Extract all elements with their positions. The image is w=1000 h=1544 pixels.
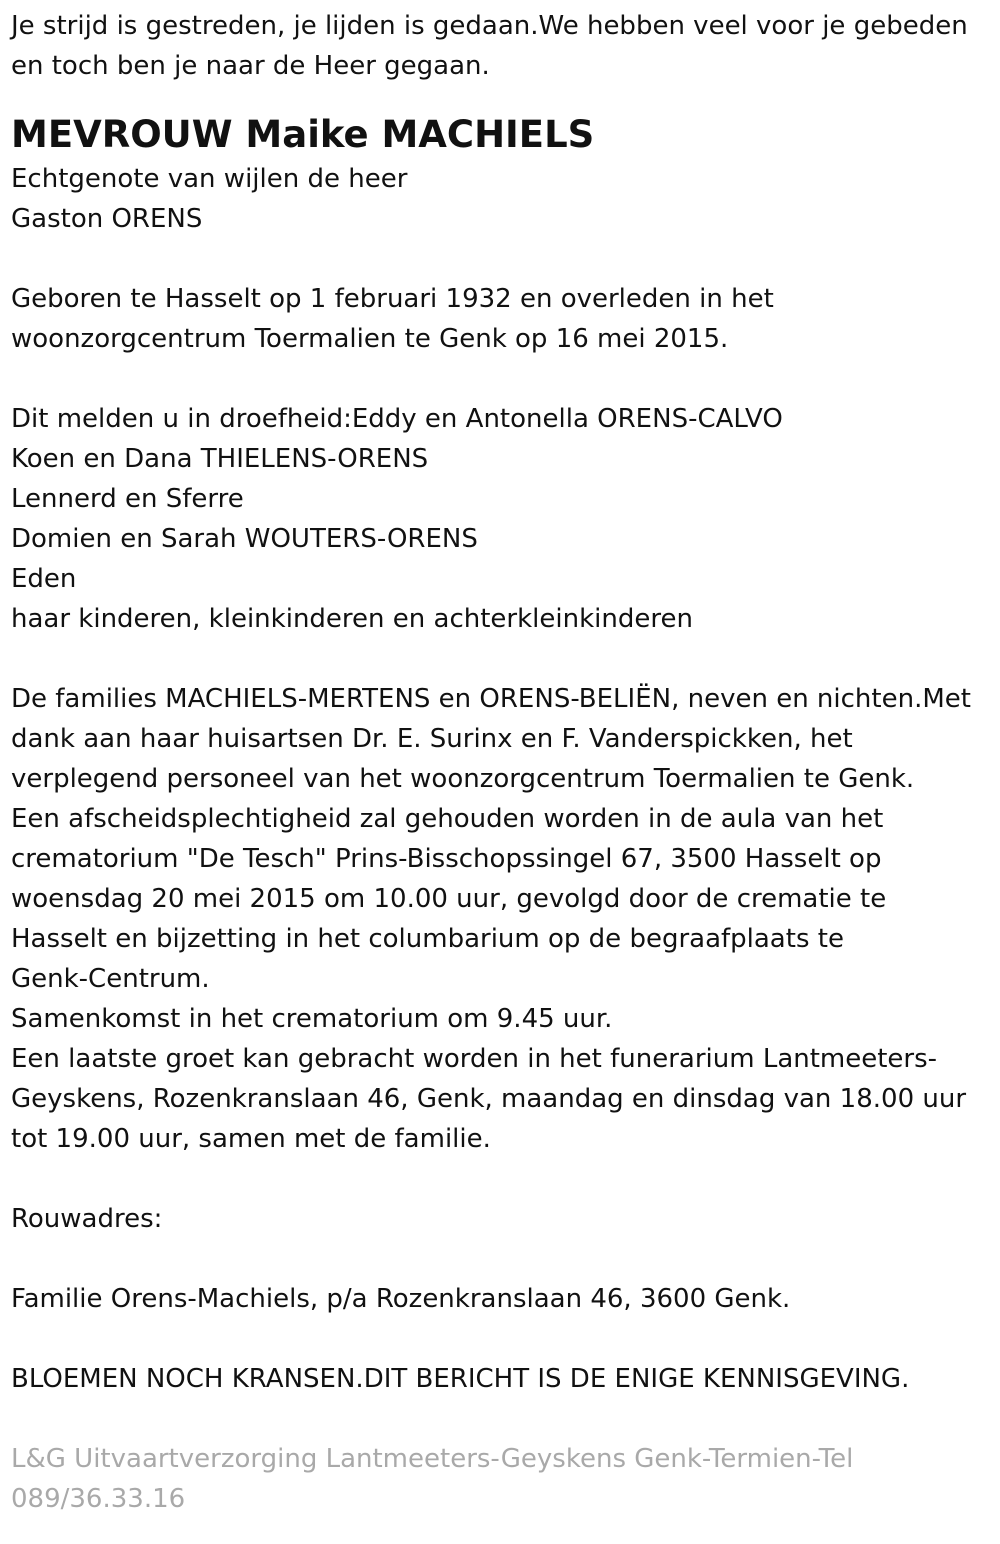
- details-line: woensdag 20 mei 2015 om 10.00 uur, gevolgd door de crematie te: [11, 884, 887, 914]
- birth-death-line: woonzorgcentrum Toermalien te Genk op 16 mei 2015.: [11, 324, 729, 354]
- footer-line: L&G Uitvaartverzorging Lantmeeters-Geyskens Genk-Termien-Tel: [11, 1444, 854, 1474]
- mourner-line: Lennerd en Sferre: [11, 484, 244, 514]
- footer-line: 089/36.33.16: [11, 1484, 186, 1514]
- details-line: tot 19.00 uur, samen met de familie.: [11, 1124, 491, 1154]
- details-line: Hasselt en bijzetting in het columbarium op de begraafplaats te: [11, 924, 844, 954]
- verse-line: en toch ben je naar de Heer gegaan.: [11, 51, 490, 81]
- details-line: verplegend personeel van het woonzorgcentrum Toermalien te Genk.: [11, 764, 915, 794]
- mourners-list: [11, 399, 993, 639]
- mourning-address-label: Rouwadres:: [11, 1204, 163, 1234]
- spacer: [11, 1319, 993, 1359]
- flowers-notice: BLOEMEN NOCH KRANSEN.DIT BERICHT IS DE ENIGE KENNISGEVING.: [11, 1364, 910, 1394]
- mourner-line: haar kinderen, kleinkinderen en achterkleinkinderen: [11, 604, 693, 634]
- ceremony-details: [11, 679, 993, 1159]
- birth-death-info: [11, 279, 993, 359]
- mourner-line: Eden: [11, 564, 77, 594]
- spouse-info: [11, 159, 993, 239]
- mourner-line: Dit melden u in droefheid:Eddy en Antonella ORENS-CALVO: [11, 404, 783, 434]
- verse-line: Je strijd is gestreden, je lijden is gedaan.We hebben veel voor je gebeden: [11, 11, 968, 41]
- details-line: Een laatste groet kan gebracht worden in het funerarium Lantmeeters-: [11, 1044, 938, 1074]
- spouse-line: Echtgenote van wijlen de heer: [11, 164, 408, 194]
- spacer: [11, 1159, 993, 1199]
- opening-verse: [11, 6, 993, 86]
- details-line: Geyskens, Rozenkranslaan 46, Genk, maandag en dinsdag van 18.00 uur: [11, 1084, 967, 1114]
- obituary-notice: [11, 0, 993, 1519]
- details-line: crematorium "De Tesch" Prins-Bisschopssingel 67, 3500 Hasselt op: [11, 844, 882, 874]
- birth-death-line: Geboren te Hasselt op 1 februari 1932 en overleden in het: [11, 284, 774, 314]
- details-line: Genk-Centrum.: [11, 964, 210, 994]
- spouse-line: Gaston ORENS: [11, 204, 203, 234]
- spacer: [11, 239, 993, 279]
- mourning-address: Familie Orens-Machiels, p/a Rozenkranslaan 46, 3600 Genk.: [11, 1284, 791, 1314]
- spacer: [11, 639, 993, 679]
- spacer: [11, 1239, 993, 1279]
- details-line: dank aan haar huisartsen Dr. E. Surinx en F. Vanderspickken, het: [11, 724, 853, 754]
- funeral-home-footer: [11, 1439, 993, 1519]
- deceased-name: MEVROUW Maike MACHIELS: [11, 113, 595, 156]
- details-line: Een afscheidsplechtigheid zal gehouden worden in de aula van het: [11, 804, 884, 834]
- mourner-line: Domien en Sarah WOUTERS-ORENS: [11, 524, 478, 554]
- spacer: [11, 359, 993, 399]
- mourner-line: Koen en Dana THIELENS-ORENS: [11, 444, 429, 474]
- details-line: De families MACHIELS-MERTENS en ORENS-BELIËN, neven en nichten.Met: [11, 684, 971, 714]
- details-line: Samenkomst in het crematorium om 9.45 uur.: [11, 1004, 613, 1034]
- spacer: [11, 1399, 993, 1439]
